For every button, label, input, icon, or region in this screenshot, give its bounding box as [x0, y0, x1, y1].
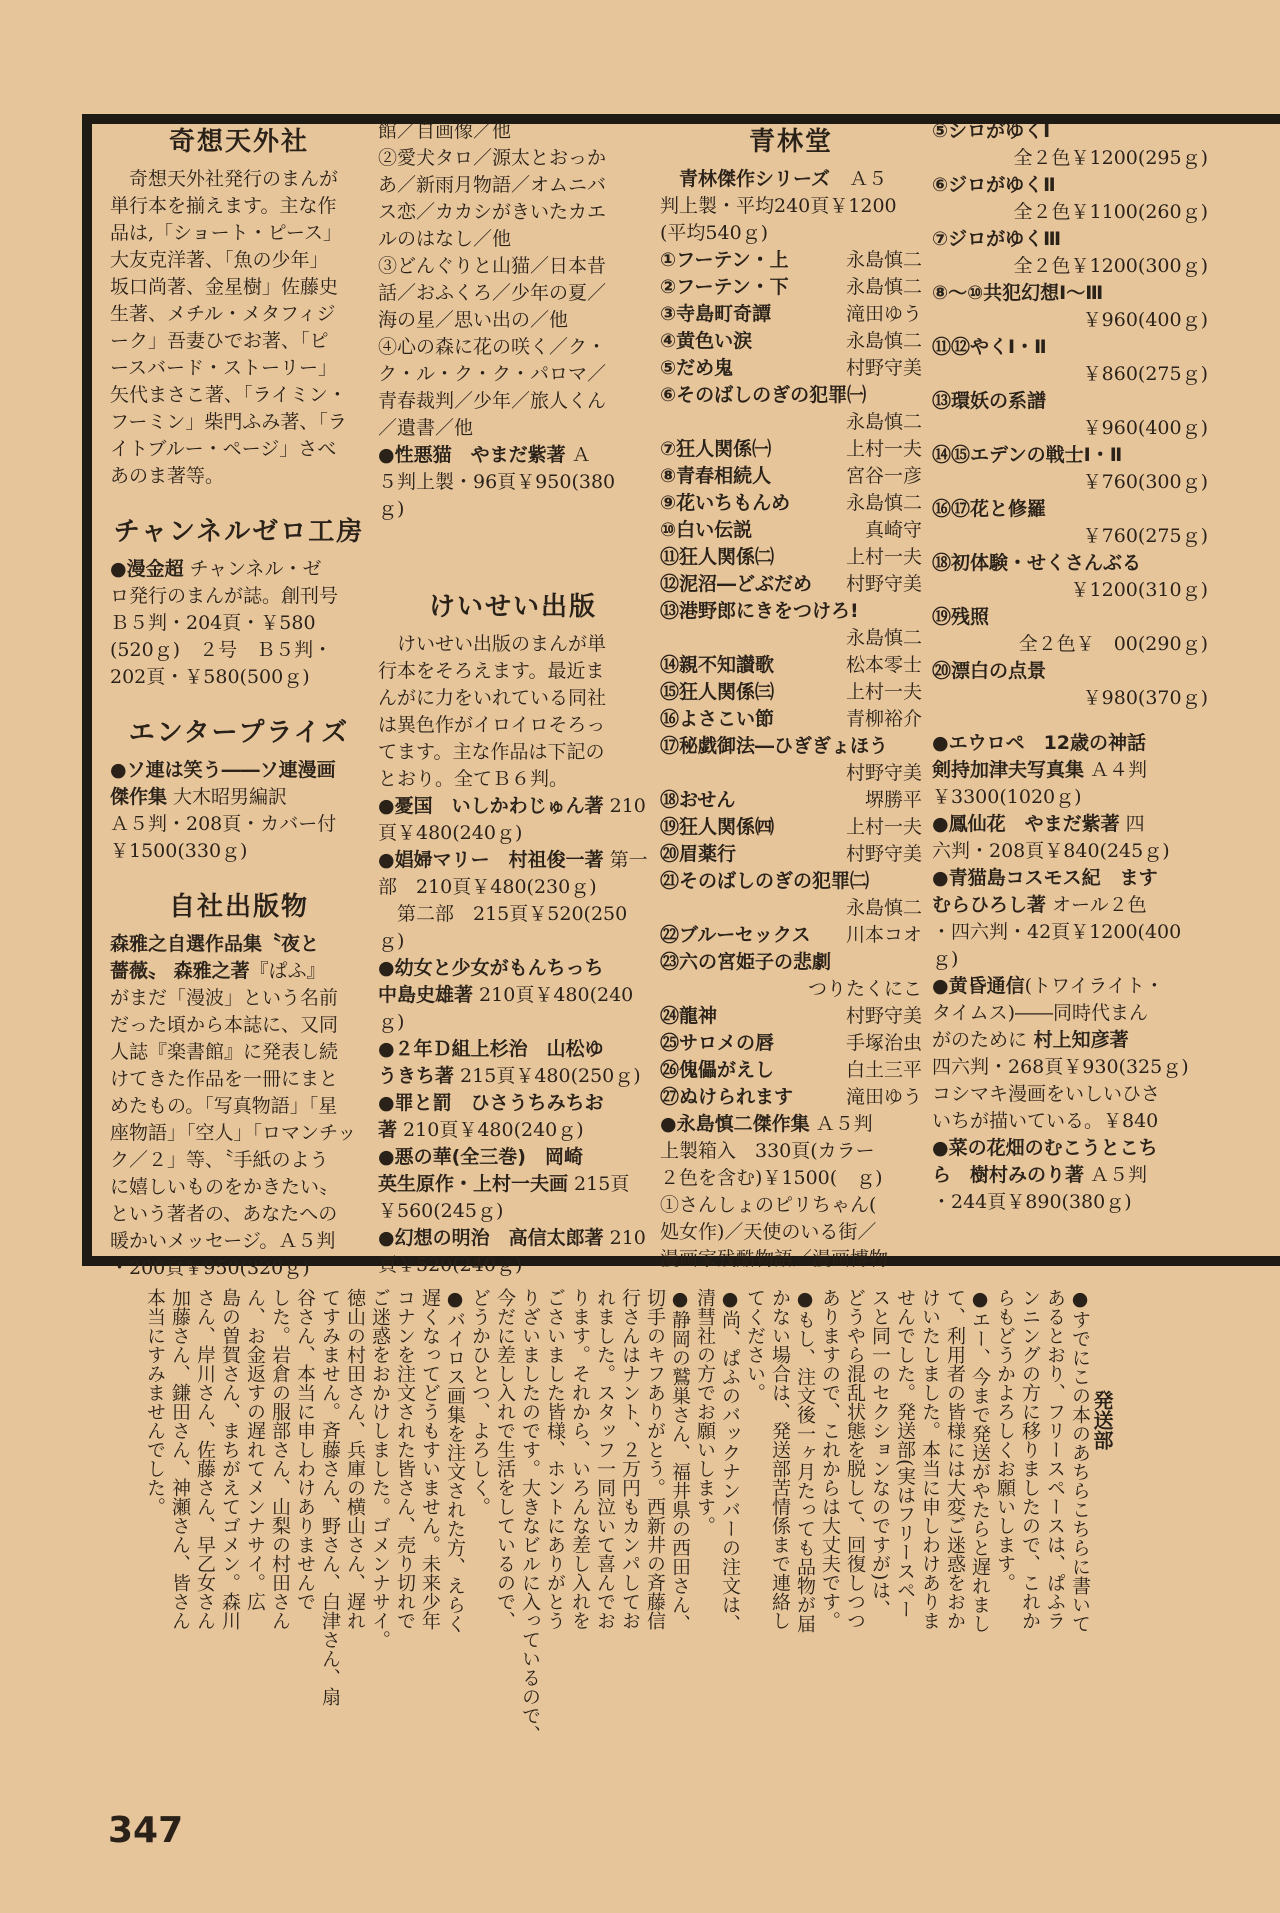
- kisou-line: 大友克洋著、「魚の少年」: [110, 249, 329, 271]
- entry-line: [660, 1111, 922, 1138]
- seibyou-title: ●青猫島コスモス紀 ます: [932, 867, 1158, 889]
- entry-title: ⑧青春相続人: [660, 465, 772, 487]
- entry-detail: ￥760(275ｇ): [1082, 525, 1208, 547]
- notice-line: 行さんはナント、２万円もカンパしてお: [619, 1288, 641, 1630]
- entry-line: [932, 757, 1208, 784]
- entry-line: [932, 811, 1208, 838]
- keisei-line: んがに力をいれている同社: [378, 687, 607, 709]
- entry-line: [932, 1162, 1208, 1189]
- column-2: [378, 118, 648, 1279]
- notice-line: ご迷惑をおかけしました。ゴメンナサイ。: [369, 1288, 391, 1649]
- entry-detail: 全２色￥ 00(290ｇ): [1018, 633, 1208, 655]
- entry-detail: ￥960(400ｇ): [1082, 309, 1208, 331]
- seirin-entry: [660, 679, 922, 706]
- seirin-entry: [660, 490, 922, 517]
- tasogare-line: 四六判・268頁￥930(325ｇ): [932, 1056, 1189, 1078]
- entry-detail: ￥1200(310ｇ): [1070, 579, 1208, 601]
- ewrope-title: ●エウロペ 12歳の神話: [932, 732, 1147, 754]
- jisha-line: ・200頁￥950(320ｇ): [110, 1257, 310, 1279]
- entry-detail: 全２色￥1200(300ｇ): [1013, 255, 1208, 277]
- notice-line: りざいましたのです。大きなビルに入っているので、: [519, 1288, 541, 1744]
- keisei-line: は異色作がイロイロそろっ: [378, 714, 606, 736]
- ent-line: Ａ５判・208頁・カバー付: [110, 813, 337, 835]
- entry-detail: 215頁￥480(250ｇ): [454, 1065, 641, 1087]
- seirin-entry: [660, 274, 922, 301]
- notice-line: 島の曽賀さん、まちがえてゴメン。森川: [219, 1288, 241, 1630]
- entry-author: 村野守美: [845, 573, 922, 595]
- notice-line: 今だに差し入れで生活をしているので、: [494, 1288, 516, 1630]
- notice-line: どうかひとつ、よろしく。: [469, 1288, 491, 1516]
- nanohana-line: ・244頁￥890(380ｇ): [932, 1191, 1132, 1213]
- entry-author: 手塚治虫: [845, 1032, 922, 1054]
- entry-author: つりたくにこ: [807, 978, 922, 1000]
- kisou-line: イトブルー・ページ」さべ: [110, 438, 337, 460]
- notice-line: てすみません。斉藤さん、野さん、白津さん、扇: [319, 1288, 341, 1706]
- nanohana-title: ●菜の花畑のむこうとこち: [932, 1137, 1158, 1159]
- seirin-entry: [660, 544, 922, 571]
- entry-author: 真崎守: [864, 519, 922, 541]
- notice-line: て、利用者の皆様には大変ご迷惑をおか: [944, 1288, 966, 1630]
- kisou-text: [110, 166, 368, 490]
- col2-line: ルのはなし／他: [378, 228, 512, 250]
- jisha-line: けてきた作品を一冊にまと: [110, 1068, 339, 1090]
- entry-author: 村野守美: [845, 762, 922, 784]
- notice-line: 徳山の村田さん、兵庫の横山さん、遅れ: [344, 1288, 366, 1630]
- channel-text: [110, 556, 368, 691]
- entry-line: [378, 1171, 648, 1225]
- entry-author: 上村一夫: [845, 816, 922, 838]
- jisha-text: [110, 931, 368, 1282]
- seirin-entry: [660, 301, 922, 328]
- col4-entries: [932, 118, 1208, 712]
- notice-line: かない場合は、発送部苦情係まで連絡し: [769, 1288, 791, 1630]
- notice-line: 加藤さん、鎌田さん、神瀬さん、皆さん: [169, 1288, 191, 1630]
- entry-detail: 215頁￥560(245ｇ): [378, 1173, 630, 1222]
- seirin-series: [660, 166, 922, 247]
- notice-line: スと同一のセクションなのですが)は、: [869, 1288, 891, 1619]
- entry-title: ⑭親不知讃歌: [660, 654, 775, 676]
- col2-line: ②愛犬タロ／源太とおっか: [378, 147, 607, 169]
- kisou-line: ーク」吾妻ひでお著、「ピ: [110, 330, 329, 352]
- notice-line: した。岩倉の服部さん、山梨の村田さん: [269, 1288, 291, 1630]
- jisha-line: という著者の、あなたへの: [110, 1203, 338, 1225]
- notice-line: けいたしました。本当に申しわけありま: [919, 1288, 941, 1630]
- notice-line: せんでした。発送部(実はフリースペー: [894, 1288, 916, 1619]
- jisha-line: だった頃から本誌に、又同: [110, 1014, 339, 1036]
- ewrope-line: ￥3300(1020ｇ): [932, 786, 1082, 808]
- entry-author: 滝田ゆう: [845, 1086, 922, 1108]
- entry-title: ⑫泥沼―どぶだめ: [660, 573, 813, 595]
- entry-title: がのために: [932, 1029, 1028, 1051]
- series-line: 判上製・平均240頁￥1200: [660, 195, 897, 217]
- entry-detail: Ａ４判: [1084, 759, 1148, 781]
- keisei-item-detail: 第二部 215頁￥520(250ｇ): [378, 903, 628, 952]
- entry-title: ㉔龍神: [660, 1005, 718, 1027]
- keisei-text: [378, 631, 648, 793]
- entry-title: 英生原作・上村一夫画: [378, 1173, 569, 1195]
- col2-line: ③どんぐりと山猫／日本昔: [378, 255, 607, 277]
- seibyou-line: ・四六判・42頁￥1200(400: [932, 921, 1182, 943]
- entry-detail: 全２色￥1200(295ｇ): [1013, 147, 1208, 169]
- seibyou-line: ｇ): [932, 948, 959, 970]
- keisei-line: けいせい出版のまんが単: [378, 633, 607, 655]
- notice-line: コナンを注文された皆さん、売り切れで: [394, 1288, 416, 1630]
- entry-title: うきち著: [378, 1065, 455, 1087]
- section-title-channel: チャンネルゼロ工房: [113, 517, 365, 547]
- housenka-line: 六判・208頁￥840(245ｇ): [932, 840, 1170, 862]
- entry-author: 松本零士: [845, 654, 922, 676]
- entry-title: 青林傑作シリーズ: [660, 168, 831, 190]
- kisou-line: 坂口尚著、金星樹」佐藤史: [110, 276, 339, 298]
- entry-title: ⑬環妖の系譜: [932, 390, 1047, 412]
- nagashima-line: 漫画家残酷物語／漫画博物: [660, 1248, 889, 1270]
- col2-line: ク・ル・ク・ク・パロマ／: [378, 363, 607, 385]
- notice-heading: 発送部: [1090, 1390, 1114, 1450]
- keisei-item-title: ●罪と罰 ひさうちみちお: [378, 1092, 604, 1114]
- entry-title: ⑯⑰花と修羅: [932, 498, 1047, 520]
- section-title-jisha: 自社出版物: [168, 892, 309, 922]
- entry-line: [110, 556, 368, 583]
- entry-author: 永島慎二: [845, 249, 922, 271]
- keisei-item-title: ●悪の華(全三巻) 岡崎: [378, 1146, 583, 1168]
- notice-line: 谷さん、本当に申しわけありませんで: [294, 1288, 316, 1611]
- entry-title: 薔薇〟 森雅之著: [110, 960, 250, 982]
- entry-detail: (トワイライト・: [1024, 975, 1164, 997]
- kisou-line: あのま著等。: [110, 465, 225, 487]
- entry-title: ⑯よさこい節: [660, 708, 775, 730]
- tasogare-line: いちが描いている。￥840: [932, 1110, 1159, 1132]
- notice-line: ありますので、これからは大丈夫です。: [819, 1288, 841, 1630]
- col2-line: ／遺書／他: [378, 417, 474, 439]
- column-3: [660, 118, 922, 1273]
- section-title-seirin: 青林堂: [748, 127, 833, 157]
- entry-detail: Ａ: [565, 444, 591, 466]
- keisei-items: [378, 793, 648, 1279]
- entry-line: [378, 1063, 648, 1090]
- channel-line: (520ｇ) ２号 Ｂ５判・: [110, 639, 333, 661]
- entry-title: ⑩白い伝説: [660, 519, 753, 541]
- seirin-entry: [660, 1030, 922, 1057]
- jisha-line: 座物語」「空人」「ロマンチッ: [110, 1122, 357, 1144]
- entry-title: ●娼婦マリー 村祖俊一著: [378, 849, 604, 871]
- entry-title: ⑱初体験・せくさんぶる: [932, 552, 1142, 574]
- entry-line: [378, 793, 648, 847]
- enterprise-text: [110, 757, 368, 865]
- entry-title: ら 樹村みのり著: [932, 1164, 1085, 1186]
- nagashima-line: 上製箱入 330頁(カラー: [660, 1140, 875, 1162]
- col2-line: 海の星／思い出の／他: [378, 309, 569, 331]
- entry-detail: 210頁￥480(240ｇ): [397, 1119, 584, 1141]
- entry-author: 上村一夫: [845, 546, 922, 568]
- notice-line: あるとおり、フリースペースは、ぱふラ: [1044, 1288, 1066, 1630]
- entry-title: ⑰秘戯御法―ひぎぎょほう: [660, 735, 889, 757]
- entry-author: 永島慎二: [845, 330, 922, 352]
- seirin-entry: [660, 922, 922, 949]
- entry-detail: 210頁￥480(240ｇ): [378, 984, 634, 1033]
- seirin-entries: [660, 247, 922, 1111]
- col2-line: ス恋／カカシがきいたカエ: [378, 201, 607, 223]
- entry-detail: オール２色: [1046, 894, 1147, 916]
- entry-line: [378, 1225, 648, 1279]
- seirin-entry: [660, 247, 922, 274]
- ent-title: ●ソ連は笑う――ソ連漫画: [110, 759, 336, 781]
- section-title-kisou: 奇想天外社: [168, 127, 309, 157]
- notice-line: てください。: [744, 1288, 766, 1402]
- entry-title: 剣持加津夫写真集: [932, 759, 1085, 781]
- kisou-line: ースバード・ストーリー」: [110, 357, 338, 379]
- keisei-item-title: ●幼女と少女がもんちっち: [378, 957, 604, 979]
- entry-author: 村野守美: [845, 357, 922, 379]
- seirin-entry: [660, 1057, 922, 1084]
- entry-author: 村野守美: [845, 843, 922, 865]
- entry-line: [660, 166, 922, 193]
- entry-title: ⑦ジロがゆくⅢ: [932, 228, 1062, 250]
- entry-author: 永島慎二: [845, 897, 922, 919]
- entry-line: [110, 784, 368, 811]
- notice-body: [142, 1288, 1092, 1758]
- page-number: 347: [108, 1810, 184, 1851]
- col4-extra: [932, 712, 1208, 1216]
- entry-title: ⑨花いちもんめ: [660, 492, 791, 514]
- seirin-entry: [660, 436, 922, 463]
- entry-title: ㉒ブルーセックス: [660, 924, 811, 946]
- entry-title: ●性悪猫 やまだ紫著: [378, 444, 566, 466]
- seirin-entry: [660, 841, 922, 868]
- seirin-entry: [660, 652, 922, 679]
- entry-title: 著: [378, 1119, 398, 1141]
- entry-title: ●永島慎二傑作集: [660, 1113, 810, 1135]
- col2-line: あ／新雨月物語／オムニバ: [378, 174, 607, 196]
- channel-line: ロ発行のまんが誌。創刊号: [110, 585, 339, 607]
- entry-title: ⑥そのばしのぎの犯罪㈠: [660, 384, 867, 406]
- notice-line: らもどうかよろしくお願いします。: [994, 1288, 1016, 1592]
- kisou-line: 品は,「ショート・ピース」: [110, 222, 342, 244]
- entry-line: [378, 442, 648, 469]
- seirin-entry: [660, 517, 922, 544]
- seirin-entry: [660, 787, 922, 814]
- entry-line: [378, 982, 648, 1036]
- seirin-entry: [660, 355, 922, 382]
- entry-title: ⑳漂白の点景: [932, 660, 1047, 682]
- entry-title: ●鳳仙花 やまだ紫著: [932, 813, 1120, 835]
- entry-title: ⑮狂人関係㈢: [660, 681, 775, 703]
- entry-title: ⑧～⑩共犯幻想Ⅰ～Ⅲ: [932, 282, 1104, 304]
- col2-top-lines: [378, 118, 648, 442]
- notice-line: 本当にすみませんでした。: [144, 1288, 166, 1516]
- jisha-line: 暖かいメッセージ。Ａ５判: [110, 1230, 336, 1252]
- entry-title: ㉖傀儡がえし: [660, 1059, 775, 1081]
- entry-author: 宮谷一彦: [845, 465, 922, 487]
- entry-title: ②フーテン・下: [660, 276, 789, 298]
- entry-detail: 210頁￥480(240ｇ): [378, 795, 646, 844]
- entry-title: ●憂国 いしかわじゅん著: [378, 795, 604, 817]
- entry-title: 中島史雄著: [378, 984, 474, 1006]
- entry-author: 白土三平: [845, 1059, 922, 1081]
- entry-title: ⑲残照: [932, 606, 990, 628]
- entry-title: ㉑そのばしのぎの犯罪㈡: [660, 870, 870, 892]
- seirin-entry: [660, 463, 922, 490]
- seiaku-line: ｇ): [378, 498, 405, 520]
- entry-detail: ￥960(400ｇ): [1082, 417, 1208, 439]
- entry-line: [378, 847, 648, 901]
- kisou-line: 矢代まさこ著、「ライミン・: [110, 384, 347, 406]
- entry-title: ⑲狂人関係㈣: [660, 816, 775, 838]
- seiaku-line: ５判上製・96頁￥950(380: [378, 471, 616, 493]
- entry-author: 川本コオ: [845, 924, 922, 946]
- entry-detail: ￥760(300ｇ): [1082, 471, 1208, 493]
- keisei-line: 行本をそろえます。最近ま: [378, 660, 605, 682]
- column-4: [932, 118, 1208, 1216]
- notice-line: れました。スタッフ一同泣いて喜んでお: [594, 1288, 616, 1630]
- entry-title: ㉗ぬけられます: [660, 1086, 794, 1108]
- seirin-entry: [660, 1084, 922, 1111]
- entry-title: ⑪⑫やくⅠ・Ⅱ: [932, 336, 1047, 358]
- notice-line: ごさいました皆様、ホントにありがとう: [544, 1288, 566, 1630]
- col2-line: 話／おふくろ／少年の夏／: [378, 282, 607, 304]
- entry-detail: 210頁￥520(240ｇ): [378, 1227, 646, 1276]
- ent-line: ￥1500(330ｇ): [110, 840, 248, 862]
- entry-detail: 全２色￥1100(260ｇ): [1013, 201, 1208, 223]
- seiaku-entry: [378, 442, 648, 523]
- entry-title: ⑤だめ鬼: [660, 357, 734, 379]
- seirin-entry: [660, 814, 922, 841]
- seirin-entry: [660, 571, 922, 598]
- entry-line: [932, 892, 1208, 919]
- notice-line: ●すでにこの本のあちらこちらに書いて: [1069, 1288, 1091, 1633]
- entry-author: 上村一夫: [845, 438, 922, 460]
- entry-title: ⑦狂人関係㈠: [660, 438, 772, 460]
- entry-author: 堺勝平: [864, 789, 922, 811]
- entry-author: 永島慎二: [845, 276, 922, 298]
- section-title-enterprise: エンタープライズ: [128, 718, 350, 748]
- col2-line: 館／自画像／他: [378, 120, 512, 142]
- entry-title: ●幻想の明治 高信太郎著: [378, 1227, 604, 1249]
- notice-line: ●バイロス画集を注文された方、えらく: [444, 1288, 466, 1633]
- entry-author: 永島慎二: [845, 411, 922, 433]
- nagashima-line: ①さんしょのピリちゃん(: [660, 1194, 877, 1216]
- jisha-line: がまだ「漫波」という名前: [110, 987, 339, 1009]
- notice-line: ●エー、今まで発送がやたらと遅れまし: [969, 1288, 991, 1633]
- seirin-entry: [660, 706, 922, 733]
- entry-detail: 四: [1119, 813, 1145, 835]
- keisei-line: とおり。全てＢ６判。: [378, 768, 569, 790]
- notice-line: 清彗社の方でお願いします。: [694, 1288, 716, 1535]
- jisha-line: に嬉しいものをかきたい〟: [110, 1176, 339, 1198]
- entry-detail: 『ぱふ』: [249, 960, 326, 982]
- entry-title: ③寺島町奇譚: [660, 303, 772, 325]
- notice-line: ります。それから、いろんな差し入れを: [569, 1288, 591, 1630]
- entry-author: 滝田ゆう: [845, 303, 922, 325]
- jisha-title: 森雅之自選作品集〝夜と: [110, 933, 320, 955]
- entry-detail: Ａ５判: [1084, 1164, 1148, 1186]
- jisha-line: 人誌『楽書館』に発表し続: [110, 1041, 339, 1063]
- entry-detail: 第一部 210頁￥480(230ｇ): [378, 849, 648, 898]
- kisou-line: フーミン」柴門ふみ著、「ラ: [110, 411, 347, 433]
- tasogare-line: タイムス)――同時代まん: [932, 1002, 1149, 1024]
- entry-title: ㉕サロメの唇: [660, 1032, 775, 1054]
- nagashima-entry: [660, 1111, 922, 1273]
- entry-detail: ￥980(370ｇ): [1082, 687, 1208, 709]
- jisha-line: めたもの。「写真物語」「星: [110, 1095, 338, 1117]
- column-1: [110, 118, 368, 1282]
- entry-title: むらひろし著: [932, 894, 1047, 916]
- section-title-keisei: けいせい出版: [428, 592, 597, 622]
- entry-title: ④黄色い涙: [660, 330, 753, 352]
- notice-line: どうやら混乱状態を脱して、回復しつつ: [844, 1288, 866, 1630]
- channel-line: 202頁・￥580(500ｇ): [110, 666, 310, 688]
- entry-detail: チャンネル・ゼ: [183, 558, 322, 580]
- entry-line: [378, 1117, 648, 1144]
- entry-line: [932, 1027, 1208, 1054]
- jisha-line: ク／２」等、〝手紙のよう: [110, 1149, 329, 1171]
- tasogare-author: 村上知彦著: [1027, 1029, 1129, 1051]
- kisou-line: 単行本を揃えます。主な作: [110, 195, 337, 217]
- notice-line: ●もし、注文後一ヶ月たっても品物が届: [794, 1288, 816, 1633]
- entry-title: ⑥ジロがゆくⅡ: [932, 174, 1056, 196]
- col2-line: 青春裁判／少年／旅人くん: [378, 390, 607, 412]
- notice-line: さん、岸川さん、佐藤さん、早乙女さん: [194, 1288, 216, 1630]
- nagashima-line: ２色を含む)￥1500( ｇ): [660, 1167, 883, 1189]
- entry-title: ⑬港野郎にきをつけろ!: [660, 600, 859, 622]
- entry-title: ⑳眉薬行: [660, 843, 737, 865]
- entry-detail: ￥860(275ｇ): [1082, 363, 1208, 385]
- entry-title: ⑱おせん: [660, 789, 736, 811]
- entry-title: ●黄昏通信: [932, 975, 1025, 997]
- channel-line: Ｂ５判・204頁・￥580: [110, 612, 316, 634]
- notice-line: ンニングの方に移りましたので、これか: [1019, 1288, 1041, 1630]
- entry-author: 永島慎二: [845, 627, 922, 649]
- entry-detail: Ａ５: [830, 168, 888, 190]
- nagashima-line: 処女作)／天使のいる街／: [660, 1221, 877, 1243]
- series-line: (平均540ｇ): [660, 222, 769, 244]
- entry-line: [110, 958, 368, 985]
- notice-line: 遅くなってどうもすいません。未来少年: [419, 1288, 441, 1630]
- entry-title: 傑作集: [110, 786, 168, 808]
- keisei-item-title: ●２年Ｄ組上杉治 山松ゆ: [378, 1038, 604, 1060]
- entry-detail: 大木昭男編訳: [167, 786, 288, 808]
- entry-title: ㉓六の宮姫子の悲劇: [660, 951, 832, 973]
- entry-title: ⑪狂人関係㈡: [660, 546, 775, 568]
- seirin-entry: [660, 1003, 922, 1030]
- seirin-entry: [660, 328, 922, 355]
- notice-line: 切手のキフありがとう。西新井の斉藤信: [644, 1288, 666, 1630]
- tasogare-line: コシマキ漫画をいしいひさ: [932, 1083, 1161, 1105]
- kisou-line: 生著、メチル・メタフィジ: [110, 303, 336, 325]
- entry-title: ●漫金超: [110, 558, 184, 580]
- entry-detail: Ａ５判: [809, 1113, 873, 1135]
- entry-author: 上村一夫: [845, 681, 922, 703]
- notice-line: ●尚、ぱふのバックナンバーの注文は、: [719, 1288, 741, 1633]
- entry-author: 村野守美: [845, 1005, 922, 1027]
- entry-title: ⑭⑮エデンの戦士Ⅰ・Ⅱ: [932, 444, 1123, 466]
- notice-line: ●静岡の鷲巣さん、福井県の西田さん、: [669, 1288, 691, 1633]
- notice-line: ん、お金返すの遅れてメンナサイ。広: [244, 1288, 266, 1611]
- entry-title: ①フーテン・上: [660, 249, 789, 271]
- entry-author: 永島慎二: [845, 492, 922, 514]
- kisou-line: 奇想天外社発行のまんが: [110, 168, 339, 190]
- entry-author: 青柳裕介: [845, 708, 922, 730]
- col2-line: ④心の森に花の咲く／ク・: [378, 336, 607, 358]
- entry-line: [932, 973, 1208, 1000]
- entry-title: ⑤シロがゆくⅠ: [932, 120, 1051, 142]
- keisei-line: てます。主な作品は下記の: [378, 741, 605, 763]
